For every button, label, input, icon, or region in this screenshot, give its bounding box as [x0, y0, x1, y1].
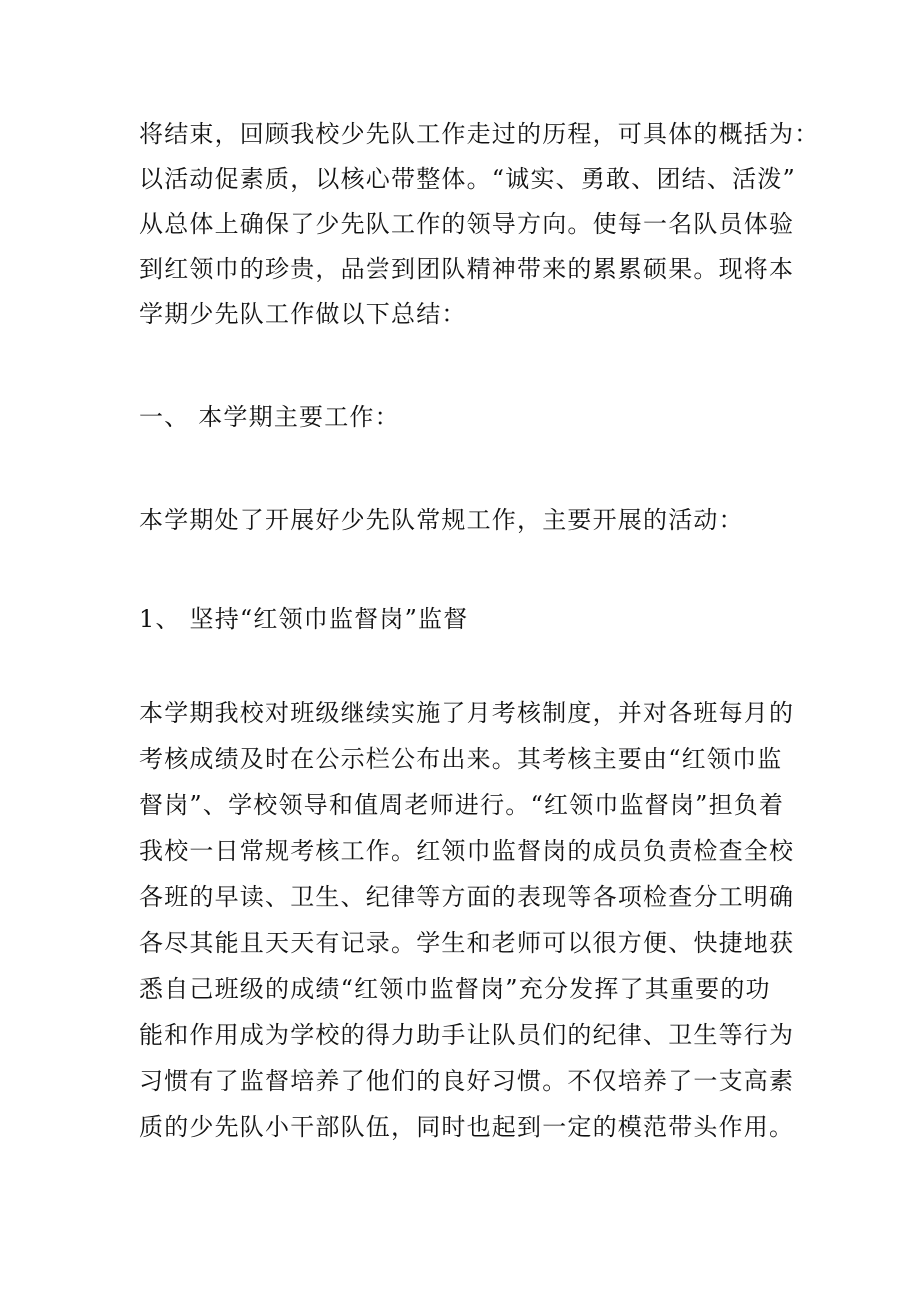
- body-line: 各班的早读、卫生、纪律等方面的表现等各项检查分工明确: [139, 883, 795, 911]
- intro-line: 到红领巾的珍贵，品尝到团队精神带来的累累硕果。现将本: [139, 255, 795, 283]
- intro-line: 从总体上确保了少先队工作的领导方向。使每一名队员体验: [139, 210, 795, 238]
- body-line: 悉自己班级的成绩“红领巾监督岗”充分发挥了其重要的功: [139, 975, 771, 1003]
- body-line: 考核成绩及时在公示栏公布出来。其考核主要由“红领巾监: [139, 745, 783, 773]
- body-line: 本学期我校对班级继续实施了月考核制度，并对各班每月的: [139, 699, 795, 727]
- body-line: 我校一日常规考核工作。红领巾监督岗的成员负责检查全校: [139, 837, 795, 865]
- body-line: 习惯有了监督培养了他们的良好习惯。不仅培养了一支高素: [139, 1067, 795, 1095]
- intro-line: 学期少先队工作做以下总结：: [139, 300, 467, 328]
- body-line: 能和作用成为学校的得力助手让队员们的纪律、卫生等行为: [139, 1021, 795, 1049]
- subsection-heading: 1、 坚持“红领巾监督岗”监督: [139, 605, 469, 633]
- intro-line: 以活动促素质，以核心带整体。“诚实、勇敢、团结、活泼”: [139, 165, 796, 193]
- body-line: 各尽其能且天天有记录。学生和老师可以很方便、快捷地获: [139, 929, 795, 957]
- body-line: 质的少先队小干部队伍，同时也起到一定的模范带头作用。: [139, 1113, 795, 1141]
- summary-line: 本学期处了开展好少先队常规工作，主要开展的活动：: [139, 506, 744, 534]
- body-line: 督岗”、学校领导和值周老师进行。“红领巾监督岗”担负着: [139, 791, 785, 819]
- section-heading: 一、 本学期主要工作：: [139, 403, 400, 431]
- intro-line: 将结束，回顾我校少先队工作走过的历程，可具体的概括为：: [139, 120, 820, 148]
